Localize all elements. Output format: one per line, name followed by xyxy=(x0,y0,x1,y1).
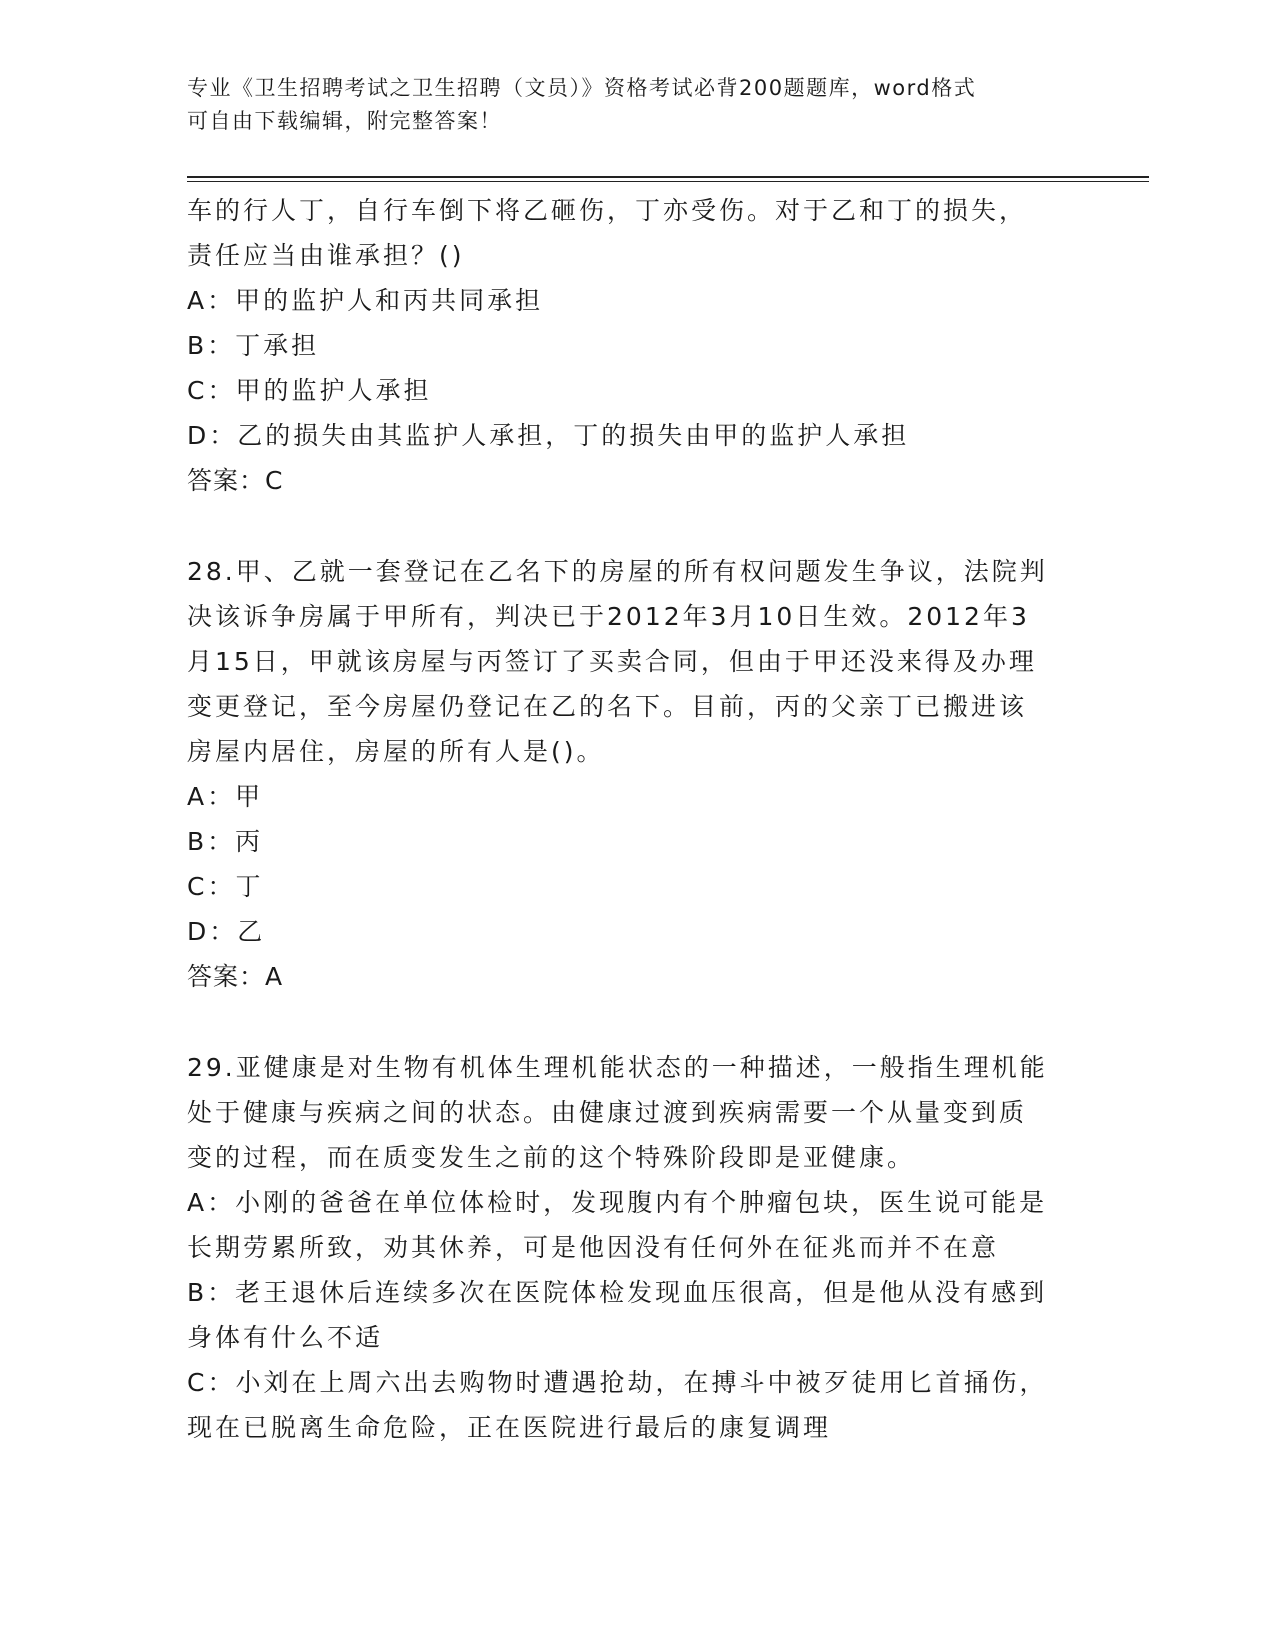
question-stem-line: 月15日，甲就该房屋与丙签订了买卖合同，但由于甲还没来得及办理 xyxy=(187,647,1037,676)
option-a-continued: 长期劳累所致，劝其休养，可是他因没有任何外在征兆而并不在意 xyxy=(187,1233,1000,1262)
option-c: C：小刘在上周六出去购物时遭遇抢劫，在搏斗中被歹徒用匕首捅伤， xyxy=(187,1368,1048,1397)
question-stem-line: 29.亚健康是对生物有机体生理机能状态的一种描述，一般指生理机能 xyxy=(187,1053,1048,1082)
option-d: D：乙 xyxy=(187,917,266,946)
question-stem-line: 28.甲、乙就一套登记在乙名下的房屋的所有权问题发生争议，法院判 xyxy=(187,557,1048,586)
option-b-continued: 身体有什么不适 xyxy=(187,1323,384,1352)
header-rule-thin xyxy=(187,181,1149,182)
option-d: D：乙的损失由其监护人承担，丁的损失由甲的监护人承担 xyxy=(187,421,910,450)
question-stem-line: 处于健康与疾病之间的状态。由健康过渡到疾病需要一个从量变到质 xyxy=(187,1098,1028,1127)
question-27 xyxy=(187,188,1087,503)
question-gap xyxy=(187,999,1087,1045)
option-b: B：老王退休后连续多次在医院体检发现血压很高，但是他从没有感到 xyxy=(187,1278,1048,1307)
option-b: B：丙 xyxy=(187,827,264,856)
question-stem-line: 车的行人丁，自行车倒下将乙砸伤，丁亦受伤。对于乙和丁的损失， xyxy=(187,196,1028,225)
option-a: A：甲 xyxy=(187,782,264,811)
question-content xyxy=(187,188,1087,1450)
answer-line: 答案：C xyxy=(187,466,284,495)
question-stem-line: 房屋内居住，房屋的所有人是()。 xyxy=(187,737,605,766)
question-29 xyxy=(187,1045,1087,1450)
header-line: 专业《卫生招聘考试之卫生招聘（文员）》资格考试必背200题题库，word格式 xyxy=(187,76,977,100)
answer-line: 答案：A xyxy=(187,962,284,991)
question-stem-line: 责任应当由谁承担？() xyxy=(187,241,465,270)
question-stem-line: 变更登记，至今房屋仍登记在乙的名下。目前，丙的父亲丁已搬进该 xyxy=(187,692,1028,721)
header-rule-thick xyxy=(187,176,1149,178)
option-c: C：丁 xyxy=(187,872,264,901)
question-gap xyxy=(187,503,1087,549)
option-a: A：甲的监护人和丙共同承担 xyxy=(187,286,544,315)
question-stem-line: 决该诉争房属于甲所有，判决已于2012年3月10日生效。2012年3 xyxy=(187,602,1030,631)
header-line: 可自由下载编辑，附完整答案！ xyxy=(187,109,502,133)
page-header xyxy=(187,72,1087,138)
option-c: C：甲的监护人承担 xyxy=(187,376,432,405)
option-c-continued: 现在已脱离生命危险，正在医院进行最后的康复调理 xyxy=(187,1413,832,1442)
question-28 xyxy=(187,549,1087,999)
option-b: B：丁承担 xyxy=(187,331,320,360)
option-a: A：小刚的爸爸在单位体检时，发现腹内有个肿瘤包块，医生说可能是 xyxy=(187,1188,1048,1217)
question-stem-line: 变的过程，而在质变发生之前的这个特殊阶段即是亚健康。 xyxy=(187,1143,916,1172)
